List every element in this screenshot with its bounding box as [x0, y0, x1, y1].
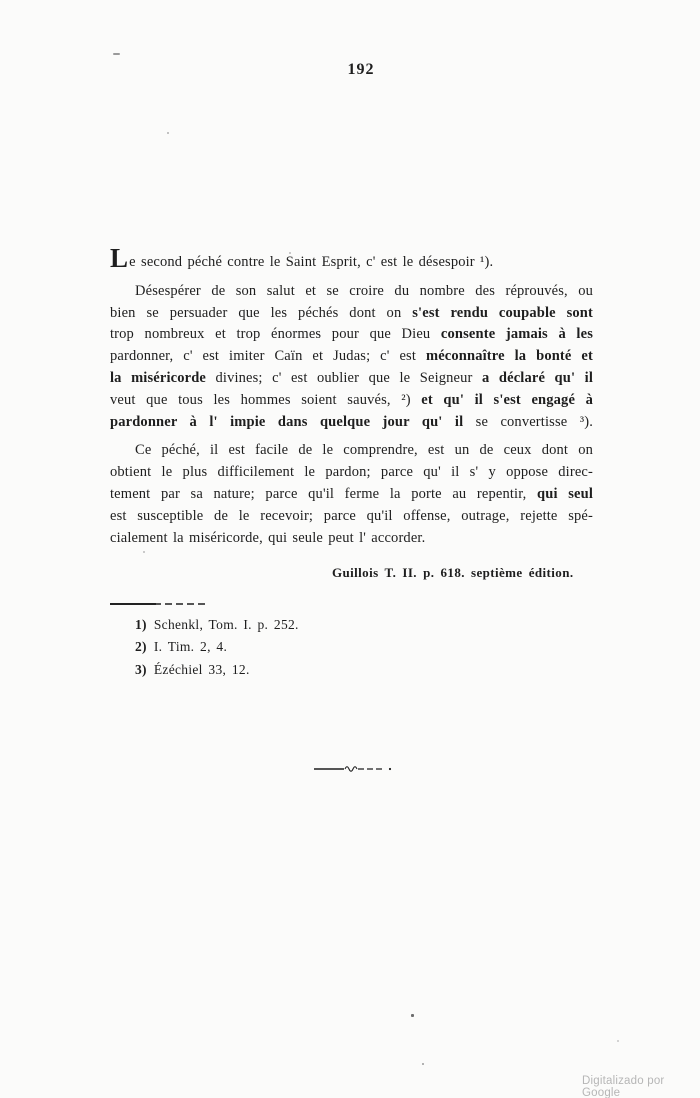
scan-speck — [167, 132, 169, 134]
footnote-marker: 3) — [135, 661, 147, 677]
scan-speck — [289, 252, 291, 254]
scan-speck — [113, 53, 120, 55]
footnote-text: Ézéchiel 33, 12. — [153, 661, 250, 677]
footnote-text: I. Tim. 2, 4. — [153, 639, 228, 655]
text-line: cialement la miséricorde, qui seule peut l' accorder. — [110, 529, 426, 546]
footnote-item — [135, 659, 299, 681]
text-line: Le second péché contre le Saint Esprit, c' est le désespoir ¹). — [110, 243, 494, 273]
footnote-separator-rule — [110, 603, 207, 605]
footnote-item — [135, 636, 299, 658]
text-line: est susceptible de le recevoir; parce qu'il offense, outrage, rejette spé- — [110, 507, 593, 524]
page-number: 192 — [347, 61, 375, 78]
text-line: pardonner, c' est imiter Caïn et Judas; c' est méconnaître la bonté et — [110, 348, 593, 365]
text-line: Désespérer de son salut et se croire du nombre des réprouvés, ou — [135, 282, 593, 299]
scan-speck — [617, 1040, 619, 1042]
footnote-marker: 2) — [135, 639, 147, 655]
text-line: pardonner à l' impie dans quelque jour qu' il se convertisse ³). — [110, 413, 593, 430]
text-line: la miséricorde divines; c' est oublier que le Seigneur a déclaré qu' il — [110, 369, 594, 386]
scan-speck — [411, 1014, 414, 1017]
text-line: obtient le plus difficilement le pardon; parce qu' il s' y oppose direc- — [110, 464, 593, 481]
footnote-marker: 1) — [135, 617, 147, 632]
tailpiece-ornament-icon — [314, 761, 396, 771]
text-line: Ce péché, il est facile de le comprendre, est un de ceux dont on — [135, 442, 593, 459]
text-line: bien se persuader que les péchés dont on s'est rendu coupable sont — [110, 304, 593, 321]
citation-line: Guillois T. II. p. 618. septième édition. — [332, 565, 574, 580]
body-text — [110, 243, 594, 549]
text-line: veut que tous les hommes soient sauvés, ²) et qu' il s'est engagé à — [110, 391, 594, 408]
scan-speck — [143, 551, 145, 553]
footnotes — [135, 614, 299, 681]
footnote-text: Schenkl, Tom. I. p. 252. — [153, 617, 299, 632]
google-digitized-watermark: Digitalizado por Google — [582, 1075, 665, 1098]
text-line: trop nombreux et trop énormes pour que Dieu consente jamais à les — [110, 326, 593, 343]
scan-speck — [422, 1063, 424, 1065]
text-line: tement par sa nature; parce qu'il ferme la porte au repentir, qui seul — [110, 485, 593, 502]
drop-cap: L — [110, 243, 129, 273]
footnote-item — [135, 614, 299, 636]
